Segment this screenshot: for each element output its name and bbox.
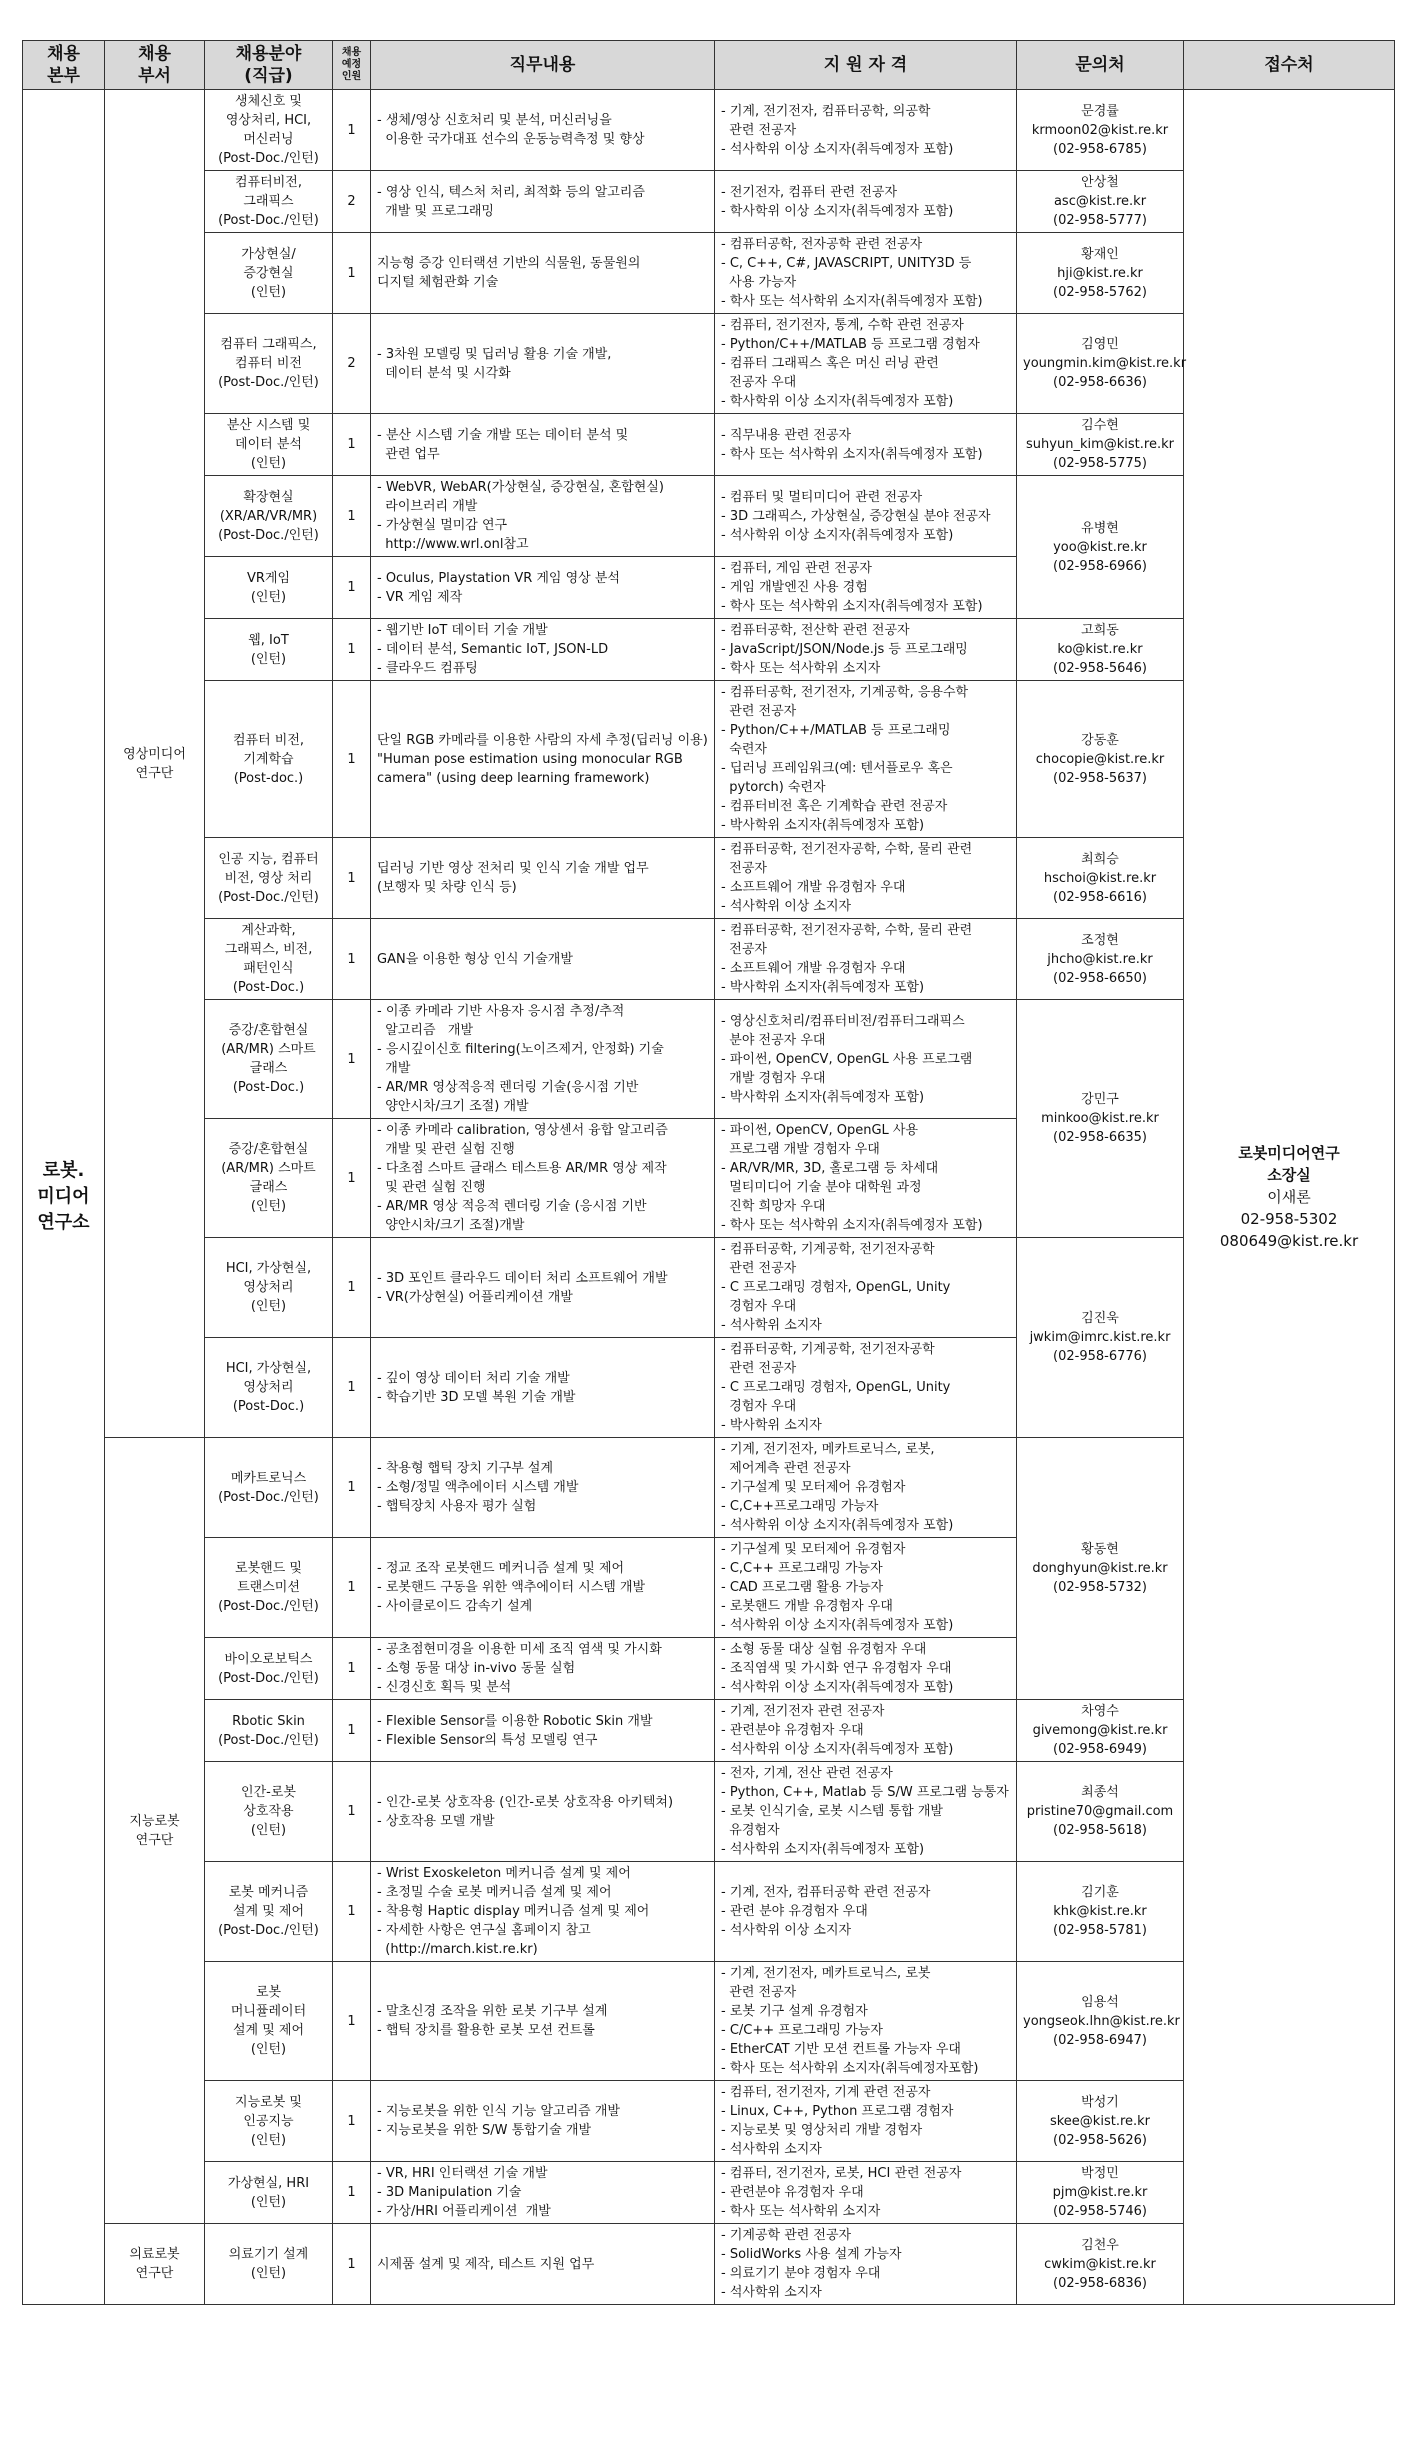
position-text: 의료기기 설계 (인턴) <box>228 2247 309 2281</box>
qualification-cell <box>715 2081 1017 2162</box>
qualification-text: - 컴퓨터공학, 기계공학, 전기전자공학 관련 전공자 - C 프로그래밍 경험자, OpenGL, Unity 경험자 우대 - 석사학위 소지자 <box>721 1242 951 1333</box>
duties-cell <box>371 1762 715 1862</box>
header-count: 채용 예정 인원 <box>333 41 371 90</box>
position-cell <box>205 1862 333 1962</box>
contact-cell: 김수현 suhyun_kim@kist.re.kr (02-958-5775) <box>1017 414 1184 476</box>
qualification-cell <box>715 2162 1017 2224</box>
position-cell <box>205 171 333 233</box>
contact-cell: 조정현 jhcho@kist.re.kr (02-958-6650) <box>1017 919 1184 1000</box>
header-receive: 접수처 <box>1184 41 1395 90</box>
position-text: 인공 지능, 컴퓨터 비전, 영상 처리 (Post-Doc./인턴) <box>218 851 319 905</box>
qualification-text: - 직무내용 관련 전공자 - 학사 또는 석사학위 소지자(취득예정자 포함) <box>721 427 983 462</box>
duties-text: 지능형 증강 인터랙션 기반의 식물원, 동물원의 디지털 체험관화 기술 <box>377 256 641 290</box>
position-cell <box>205 2224 333 2305</box>
duties-text: - 깊이 영상 데이터 처리 기술 개발 - 학습기반 3D 모델 복원 기술 개발 <box>377 1370 576 1405</box>
count-cell: 1 <box>333 2081 371 2162</box>
count-cell: 1 <box>333 919 371 1000</box>
contact-cell: 차영수 givemong@kist.re.kr (02-958-6949) <box>1017 1700 1184 1762</box>
contact-cell: 황재인 hji@kist.re.kr (02-958-5762) <box>1017 233 1184 314</box>
position-text: 컴퓨터 비전, 기계학습 (Post-doc.) <box>232 732 305 786</box>
duties-cell <box>371 1119 715 1238</box>
qualification-text: - 전자, 기계, 전산 관련 전공자 - Python, C++, Matlab 등 S/W 프로그램 능통자 - 로봇 인식기술, 로봇 시스템 통합 개발 유경험자 - 석사학위 소지자(취득예정자 포함) <box>721 1766 1009 1857</box>
position-text: VR게임 (인턴) <box>246 570 291 605</box>
position-text: 계산과학, 그래픽스, 비전, 패턴인식 (Post-Doc.) <box>224 923 313 995</box>
qualification-cell <box>715 476 1017 557</box>
contact-cell: 고희동 ko@kist.re.kr (02-958-5646) <box>1017 619 1184 681</box>
position-cell <box>205 90 333 171</box>
position-cell <box>205 414 333 476</box>
qualification-text: - 기구설계 및 모터제어 유경험자 - C,C++ 프로그래밍 가능자 - CAD 프로그램 활용 가능자 - 로봇핸드 개발 유경험자 우대 - 석사학위 이상 소지자(취득예정자 포함) <box>721 1542 954 1633</box>
duties-text: 시제품 설계 및 제작, 테스트 지원 업무 <box>377 2256 595 2272</box>
qualification-cell <box>715 557 1017 619</box>
duties-cell <box>371 171 715 233</box>
duties-cell <box>371 2224 715 2305</box>
qualification-text: - 영상신호처리/컴퓨터비전/컴퓨터그래픽스 분야 전공자 우대 - 파이썬, OpenCV, OpenGL 사용 프로그램 개발 경험자 우대 - 박사학위 소지자(취득예정자 포함) <box>721 1013 973 1105</box>
duties-cell <box>371 1238 715 1338</box>
position-cell <box>205 619 333 681</box>
duties-text: GAN을 이용한 형상 인식 기술개발 <box>377 951 573 967</box>
contact-cell: 최종석 pristine70@gmail.com (02-958-5618) <box>1017 1762 1184 1862</box>
position-cell <box>205 1700 333 1762</box>
position-cell <box>205 1438 333 1538</box>
qualification-cell <box>715 314 1017 414</box>
qualification-text: - 컴퓨터, 게임 관련 전공자 - 게임 개발엔진 사용 경험 - 학사 또는 석사학위 소지자(취득예정자 포함) <box>721 561 983 614</box>
qualification-text: - 컴퓨터, 전기전자, 기계 관련 전공자 - Linux, C++, Python 프로그램 경험자 - 지능로봇 및 영상처리 개발 경험자 - 석사학위 소지자 <box>721 2085 954 2157</box>
count-cell: 1 <box>333 1000 371 1119</box>
count-cell: 2 <box>333 171 371 233</box>
position-cell <box>205 1762 333 1862</box>
position-cell <box>205 1538 333 1638</box>
position-text: 컴퓨터 그래픽스, 컴퓨터 비전 (Post-Doc./인턴) <box>218 337 319 390</box>
contact-cell: 김기훈 khk@kist.re.kr (02-958-5781) <box>1017 1862 1184 1962</box>
table-row <box>23 90 1395 171</box>
duties-cell <box>371 681 715 838</box>
position-cell <box>205 681 333 838</box>
position-text: 증강/혼합현실 (AR/MR) 스마트 글래스 (Post-Doc.) <box>221 1023 316 1095</box>
duties-text: - 지능로봇을 위한 인식 기능 알고리즘 개발 - 지능로봇을 위한 S/W 통합기술 개발 <box>377 2104 620 2138</box>
count-cell: 1 <box>333 619 371 681</box>
duties-cell <box>371 1538 715 1638</box>
count-cell: 1 <box>333 1962 371 2081</box>
receive-phone: 02-958-5302 <box>1240 1210 1338 1228</box>
position-text: 로봇핸드 및 트랜스미션 (Post-Doc./인턴) <box>218 1561 319 1614</box>
qualification-cell <box>715 1438 1017 1538</box>
duties-cell <box>371 476 715 557</box>
position-cell <box>205 1962 333 2081</box>
qualification-cell <box>715 1962 1017 2081</box>
qualification-text: - 컴퓨터공학, 전자공학 관련 전공자 - C, C++, C#, JAVASCRIPT, UNITY3D 등 사용 가능자 - 학사 또는 석사학위 소지자(취득예정자 포함) <box>721 237 983 309</box>
duties-text: - Wrist Exoskeleton 메커니즘 설계 및 제어 - 초정밀 수술 로봇 메커니즘 설계 및 제어 - 착용형 Haptic display 메커니즘 설계 및 제어 - 자세한 사항은 연구실 홈페이지 참고 (http://march.kist.re.kr) <box>377 1866 650 1957</box>
qualification-text: - 컴퓨터, 전기전자, 로봇, HCI 관련 전공자 - 관련분야 유경험자 우대 - 학사 또는 석사학위 소지자 <box>721 2166 962 2219</box>
division-cell: 영상미디어 연구단 <box>105 90 205 1438</box>
header-contact: 문의처 <box>1017 41 1184 90</box>
qualification-cell <box>715 1762 1017 1862</box>
count-cell: 1 <box>333 476 371 557</box>
duties-cell <box>371 233 715 314</box>
duties-text: - 정교 조작 로봇핸드 메커니즘 설계 및 제어 - 로봇핸드 구동을 위한 액추에이터 시스템 개발 - 사이클로이드 감속기 설계 <box>377 1561 646 1614</box>
duties-text: 단일 RGB 카메라를 이용한 사람의 자세 추정(딥러닝 이용) "Human pose estimation using monocular RGB camera" (using deep learning framework) <box>377 732 708 786</box>
duties-text: - 이종 카메라 calibration, 영상센서 융합 알고리즘 개발 및 관련 실험 진행 - 다초점 스마트 글래스 테스트용 AR/MR 영상 제작 및 관련 실험 진행 - AR/MR 영상 적응적 렌더링 기술 (응시점 기반 양안시차/크기 조절)개발 <box>377 1123 668 1233</box>
count-cell: 2 <box>333 314 371 414</box>
position-text: 로봇 메커니즘 설계 및 제어 (Post-Doc./인턴) <box>218 1885 319 1938</box>
hq-cell: 로봇. 미디어 연구소 <box>23 90 105 2305</box>
position-text: 가상현실/ 증강현실 (인턴) <box>241 246 296 300</box>
qualification-text: - 컴퓨터공학, 전기전자공학, 수학, 물리 관련 전공자 - 소프트웨어 개발 유경험자 우대 - 석사학위 이상 소지자 <box>721 842 973 914</box>
duties-text: - 웹기반 IoT 데이터 기술 개발 - 데이터 분석, Semantic IoT, JSON-LD - 클라우드 컴퓨팅 <box>377 623 609 676</box>
receive-org: 로봇미디어연구 소장실 <box>1238 1144 1340 1184</box>
count-cell: 1 <box>333 1638 371 1700</box>
qualification-text: - 컴퓨터공학, 전기전자, 기계공학, 응용수학 관련 전공자 - Python/C++/MATLAB 등 프로그래밍 숙련자 - 딥러닝 프레임워크(예: 텐서플로우 혹은 pytorch) 숙련자 - 컴퓨터비전 혹은 기계학습 관련 전공자 - 박사학위 소지자(취득예정자 포함) <box>721 685 969 833</box>
qualification-text: - 파이썬, OpenCV, OpenGL 사용 프로그램 개발 경험자 우대 - AR/VR/MR, 3D, 홀로그램 등 차세대 멀티미디어 기술 분야 대학원 과정 진학 희망자 우대 - 학사 또는 석사학위 소지자(취득예정자 포함) <box>721 1123 983 1233</box>
qualification-text: - 기계공학 관련 전공자 - SolidWorks 사용 설계 가능자 - 의료기기 분야 경험자 우대 - 석사학위 소지자 <box>721 2228 902 2300</box>
position-cell <box>205 557 333 619</box>
division-cell: 의료로봇 연구단 <box>105 2224 205 2305</box>
duties-text: 딥러닝 기반 영상 전처리 및 인식 기술 개발 업무 (보행자 및 차량 인식 등) <box>377 861 649 895</box>
position-text: 가상현실, HRI (인턴) <box>227 2175 310 2210</box>
count-cell: 1 <box>333 838 371 919</box>
count-cell: 1 <box>333 1119 371 1238</box>
qualification-text: - 기계, 전기전자 관련 전공자 - 관련분야 유경험자 우대 - 석사학위 이상 소지자(취득예정자 포함) <box>721 1704 954 1757</box>
duties-cell <box>371 2162 715 2224</box>
header-qualification: 지 원 자 격 <box>715 41 1017 90</box>
receive-email: 080649@kist.re.kr <box>1219 1232 1359 1250</box>
contact-cell: 문경률 krmoon02@kist.re.kr (02-958-6785) <box>1017 90 1184 171</box>
duties-cell <box>371 314 715 414</box>
duties-text: - Oculus, Playstation VR 게임 영상 분석 - VR 게임 제작 <box>377 570 620 605</box>
qualification-text: - 기계, 전기전자, 메카트로닉스, 로봇 관련 전공자 - 로봇 기구 설계 유경험자 - C/C++ 프로그래밍 가능자 - EtherCAT 기반 모션 컨트롤 가능자 우대 - 학사 또는 석사학위 소지자(취득예정자포함) <box>721 1966 979 2076</box>
position-cell <box>205 1638 333 1700</box>
position-text: 웹, IoT (인턴) <box>248 632 289 667</box>
receive-name: 이새론 <box>1267 1188 1311 1206</box>
contact-cell: 유병현 yoo@kist.re.kr (02-958-6966) <box>1017 476 1184 619</box>
header-row <box>23 41 1395 90</box>
duties-cell <box>371 1438 715 1538</box>
qualification-text: - 기계, 전기전자, 컴퓨터공학, 의공학 관련 전공자 - 석사학위 이상 소지자(취득예정자 포함) <box>721 103 954 157</box>
position-text: HCI, 가상현실, 영상처리 (Post-Doc.) <box>225 1361 312 1414</box>
count-cell: 1 <box>333 1438 371 1538</box>
position-text: 생체신호 및 영상처리, HCI, 머신러닝 (Post-Doc./인턴) <box>218 94 319 166</box>
duties-text: - 생체/영상 신호처리 및 분석, 머신러닝을 이용한 국가대표 선수의 운동능력측정 및 향상 <box>377 113 645 147</box>
qualification-cell <box>715 1338 1017 1438</box>
duties-text: - 분산 시스템 기술 개발 또는 데이터 분석 및 관련 업무 <box>377 427 629 462</box>
duties-text: - 인간-로봇 상호작용 (인간-로봇 상호작용 아키텍쳐) - 상호작용 모델 개발 <box>377 1794 674 1829</box>
duties-cell <box>371 1962 715 2081</box>
duties-cell <box>371 1700 715 1762</box>
position-text: Rbotic Skin (Post-Doc./인턴) <box>218 1713 319 1748</box>
division-cell: 지능로봇 연구단 <box>105 1438 205 2224</box>
position-cell <box>205 476 333 557</box>
qualification-text: - 컴퓨터공학, 전산학 관련 전공자 - JavaScript/JSON/Node.js 등 프로그래밍 - 학사 또는 석사학위 소지자 <box>721 623 968 676</box>
header-hq: 채용 본부 <box>23 41 105 90</box>
duties-text: - 착용형 햅틱 장치 기구부 설계 - 소형/정밀 액추에이터 시스템 개발 - 햅틱장치 사용자 평가 실험 <box>377 1461 579 1514</box>
duties-cell <box>371 414 715 476</box>
position-text: 분산 시스템 및 데이터 분석 (인턴) <box>226 418 311 471</box>
qualification-cell <box>715 619 1017 681</box>
qualification-cell <box>715 681 1017 838</box>
count-cell: 1 <box>333 1538 371 1638</box>
position-text: 확장현실 (XR/AR/VR/MR) (Post-Doc./인턴) <box>218 489 319 543</box>
duties-text: - 말초신경 조작을 위한 로봇 기구부 설계 - 햅틱 장치를 활용한 로봇 모션 컨트롤 <box>377 2004 608 2038</box>
position-cell <box>205 838 333 919</box>
duties-cell <box>371 1000 715 1119</box>
qualification-text: - 전기전자, 컴퓨터 관련 전공자 - 학사학위 이상 소지자(취득예정자 포함) <box>721 184 954 219</box>
count-cell: 1 <box>333 1238 371 1338</box>
contact-cell: 강민구 minkoo@kist.re.kr (02-958-6635) <box>1017 1000 1184 1238</box>
duties-text: - 3차원 모델링 및 딥러닝 활용 기술 개발, 데이터 분석 및 시각화 <box>377 346 612 381</box>
count-cell: 1 <box>333 1700 371 1762</box>
contact-cell: 박성기 skee@kist.re.kr (02-958-5626) <box>1017 2081 1184 2162</box>
duties-cell <box>371 557 715 619</box>
count-cell: 1 <box>333 414 371 476</box>
header-field: 채용분야 (직급) <box>205 41 333 90</box>
position-cell <box>205 1000 333 1119</box>
duties-cell <box>371 1862 715 1962</box>
duties-cell <box>371 1338 715 1438</box>
qualification-cell <box>715 90 1017 171</box>
position-text: HCI, 가상현실, 영상처리 (인턴) <box>225 1261 312 1314</box>
qualification-cell <box>715 919 1017 1000</box>
qualification-cell <box>715 414 1017 476</box>
position-text: 인간-로봇 상호작용 (인턴) <box>241 1785 296 1838</box>
contact-cell: 최희승 hschoi@kist.re.kr (02-958-6616) <box>1017 838 1184 919</box>
contact-cell: 강동훈 chocopie@kist.re.kr (02-958-5637) <box>1017 681 1184 838</box>
contact-cell: 김천우 cwkim@kist.re.kr (02-958-6836) <box>1017 2224 1184 2305</box>
count-cell: 1 <box>333 557 371 619</box>
duties-text: - WebVR, WebAR(가상현실, 증강현실, 혼합현실) 라이브러리 개발 - 가상현실 멀미감 연구 http://www.wrl.onl참고 <box>377 480 664 552</box>
count-cell: 1 <box>333 2162 371 2224</box>
qualification-cell <box>715 1538 1017 1638</box>
header-dept: 채용 부서 <box>105 41 205 90</box>
count-cell: 1 <box>333 1762 371 1862</box>
duties-cell <box>371 919 715 1000</box>
count-cell: 1 <box>333 681 371 838</box>
position-text: 로봇 머니퓰레이터 설계 및 제어 (인턴) <box>230 1985 307 2057</box>
position-text: 컴퓨터비전, 그래픽스 (Post-Doc./인턴) <box>218 175 319 228</box>
qualification-text: - 소형 동물 대상 실험 유경험자 우대 - 조직염색 및 가시화 연구 유경험자 우대 - 석사학위 이상 소지자(취득예정자 포함) <box>721 1642 954 1695</box>
position-cell <box>205 314 333 414</box>
contact-cell: 안상철 asc@kist.re.kr (02-958-5777) <box>1017 171 1184 233</box>
recruitment-table <box>22 40 1395 2305</box>
contact-cell: 박정민 pjm@kist.re.kr (02-958-5746) <box>1017 2162 1184 2224</box>
contact-cell: 임용석 yongseok.lhn@kist.re.kr (02-958-6947) <box>1017 1962 1184 2081</box>
duties-text: - 이종 카메라 기반 사용자 응시점 추정/추적 알고리즘 개발 - 응시깊이신호 filtering(노이즈제거, 안정화) 기술 개발 - AR/MR 영상적응적 렌더링 기술(응시점 기반 양안시차/크기 조절) 개발 <box>377 1004 664 1114</box>
qualification-cell <box>715 1000 1017 1119</box>
count-cell: 1 <box>333 233 371 314</box>
qualification-text: - 컴퓨터 및 멀티미디어 관련 전공자 - 3D 그래픽스, 가상현실, 증강현실 분야 전공자 - 석사학위 이상 소지자(취득예정자 포함) <box>721 489 991 543</box>
qualification-cell <box>715 171 1017 233</box>
position-text: 바이오로보틱스 (Post-Doc./인턴) <box>218 1651 319 1686</box>
qualification-cell <box>715 1638 1017 1700</box>
duties-cell <box>371 838 715 919</box>
duties-cell <box>371 90 715 171</box>
qualification-cell <box>715 1119 1017 1238</box>
contact-cell: 황동현 donghyun@kist.re.kr (02-958-5732) <box>1017 1438 1184 1700</box>
count-cell: 1 <box>333 90 371 171</box>
duties-text: - Flexible Sensor를 이용한 Robotic Skin 개발 - Flexible Sensor의 특성 모델링 연구 <box>377 1713 653 1748</box>
position-cell <box>205 2162 333 2224</box>
position-cell <box>205 1338 333 1438</box>
count-cell: 1 <box>333 1338 371 1438</box>
header-duties: 직무내용 <box>371 41 715 90</box>
position-cell <box>205 233 333 314</box>
qualification-cell <box>715 1700 1017 1762</box>
qualification-text: - 기계, 전자, 컴퓨터공학 관련 전공자 - 관련 분야 유경험자 우대 - 석사학위 이상 소지자 <box>721 1885 931 1938</box>
qualification-text: - 컴퓨터공학, 기계공학, 전기전자공학 관련 전공자 - C 프로그래밍 경험자, OpenGL, Unity 경험자 우대 - 박사학위 소지자 <box>721 1342 951 1433</box>
position-text: 메카트로닉스 (Post-Doc./인턴) <box>218 1470 319 1505</box>
contact-cell: 김영민 youngmin.kim@kist.re.kr (02-958-6636) <box>1017 314 1184 414</box>
duties-text: - VR, HRI 인터랙션 기술 개발 - 3D Manipulation 기술 - 가상/HRI 어플리케이션 개발 <box>377 2166 551 2219</box>
count-cell: 1 <box>333 1862 371 1962</box>
position-cell <box>205 919 333 1000</box>
duties-cell <box>371 2081 715 2162</box>
receive-cell <box>1184 90 1395 2305</box>
qualification-text: - 컴퓨터공학, 전기전자공학, 수학, 물리 관련 전공자 - 소프트웨어 개발 유경험자 우대 - 박사학위 소지자(취득예정자 포함) <box>721 923 973 995</box>
qualification-text: - 기계, 전기전자, 메카트로닉스, 로봇, 제어계측 관련 전공자 - 기구설계 및 모터제어 유경험자 - C,C++프로그래밍 가능자 - 석사학위 이상 소지자(취득예정자 포함) <box>721 1442 954 1533</box>
position-cell <box>205 1238 333 1338</box>
qualification-cell <box>715 2224 1017 2305</box>
qualification-cell <box>715 233 1017 314</box>
qualification-text: - 컴퓨터, 전기전자, 통계, 수학 관련 전공자 - Python/C++/MATLAB 등 프로그램 경험자 - 컴퓨터 그래픽스 혹은 머신 러닝 관련 전공자 우대 - 학사학위 이상 소지자(취득예정자 포함) <box>721 318 980 409</box>
position-text: 증강/혼합현실 (AR/MR) 스마트 글래스 (인턴) <box>221 1142 316 1214</box>
duties-text: - 공초점현미경을 이용한 미세 조직 염색 및 가시화 - 소형 동물 대상 in-vivo 동물 실험 - 신경신호 획득 및 분석 <box>377 1642 662 1695</box>
qualification-cell <box>715 838 1017 919</box>
position-cell <box>205 1119 333 1238</box>
count-cell: 1 <box>333 2224 371 2305</box>
duties-text: - 영상 인식, 텍스처 처리, 최적화 등의 알고리즘 개발 및 프로그래밍 <box>377 184 645 219</box>
duties-cell <box>371 1638 715 1700</box>
duties-text: - 3D 포인트 클라우드 데이터 처리 소프트웨어 개발 - VR(가상현실) 어플리케이션 개발 <box>377 1270 668 1305</box>
contact-cell: 김진욱 jwkim@imrc.kist.re.kr (02-958-6776) <box>1017 1238 1184 1438</box>
position-text: 지능로봇 및 인공지능 (인턴) <box>235 2094 302 2148</box>
qualification-cell <box>715 1862 1017 1962</box>
position-cell <box>205 2081 333 2162</box>
duties-cell <box>371 619 715 681</box>
qualification-cell <box>715 1238 1017 1338</box>
